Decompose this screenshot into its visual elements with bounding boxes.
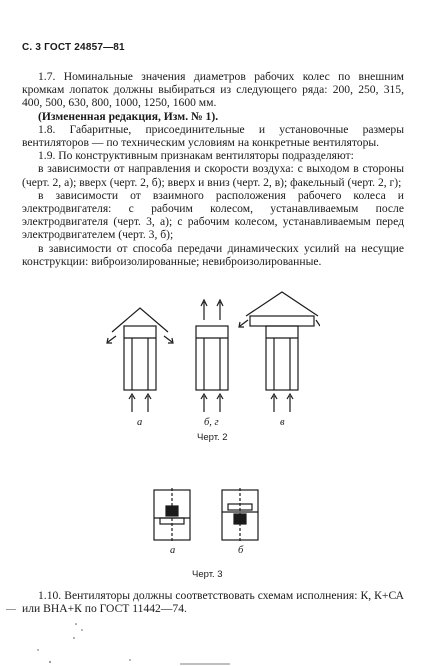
figure-3-drawing	[152, 488, 272, 542]
fan-3b-diagram	[222, 488, 258, 542]
body-text	[22, 70, 404, 268]
paragraph-1-8: 1.8. Габаритные, присоединительные и установочные размеры вентиляторов — по техническим условиям на конкретные вентиляторы.	[22, 122, 404, 150]
paragraph-1-10: 1.10. Вентиляторы должны соответствовать схемам исполнения: К, К+СА или ВНА+К по ГОСТ 11442—74.	[22, 589, 404, 616]
figure-2-drawing	[100, 288, 320, 420]
paragraph-1-9: 1.9. По конструктивным признакам вентиляторы подразделяют:	[38, 149, 354, 163]
scan-speckles	[30, 620, 260, 666]
margin-mark: —	[6, 604, 16, 615]
fan-3a-diagram	[154, 488, 190, 542]
amendment-note: (Измененная редакция, Изм. № 1).	[38, 109, 219, 123]
figure-2-caption: Черт. 2	[197, 432, 228, 443]
paragraph-vibration: в зависимости от способа передачи динамических усилий на несущие конструкции: виброизолированные; невиброизолированные.	[22, 241, 404, 268]
figure-3-label-b: б	[238, 545, 244, 556]
paragraph-airflow: в зависимости от направления и скорости воздуха: с выходом в стороны (черт. 2, а); вверх (черт. 2, б); вверх и вниз (черт. 2, в); факельный (черт. 2, г);	[22, 162, 404, 189]
page-header: С. 3 ГОСТ 24857—81	[22, 42, 125, 53]
fan-b-g-diagram	[196, 300, 228, 412]
figure-3-caption: Черт. 3	[192, 569, 223, 580]
paragraph-impeller: в зависимости от взаимного расположения рабочего колеса и электродвигателя: с рабочим колесом, устанавливаемым после электродвигателя (черт. 3, а); с рабочим колесом, устанавливаемым перед электродвигателем (черт. 3, б);	[22, 188, 404, 242]
figure-2-label-v: в	[280, 417, 285, 428]
figure-2-label-a: а	[137, 417, 143, 428]
fan-v-diagram	[239, 292, 320, 412]
figure-3-label-a: а	[170, 545, 176, 556]
paragraph-1-7: 1.7. Номинальные значения диаметров рабочих колес по внешним кромкам лопаток должны выбираться из следующего ряда: 200, 250, 315, 400, 500, 630, 800, 1000, 1250, 1600 мм.	[22, 70, 404, 110]
fan-a-diagram	[107, 308, 173, 412]
figure-2-label-b-g: б, г	[204, 417, 219, 428]
footer-text	[22, 589, 404, 616]
